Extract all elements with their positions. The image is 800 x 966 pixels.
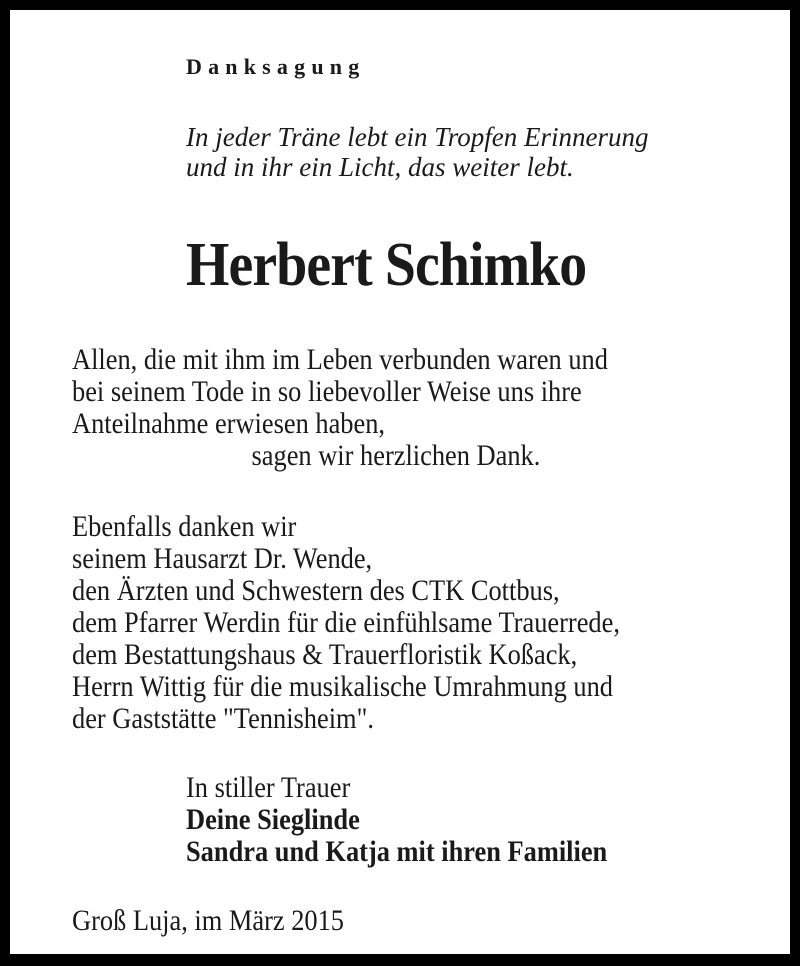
paragraph-line: dem Bestattungshaus & Trauerfloristik Koßack,	[72, 638, 578, 671]
paragraph-line: Anteilnahme erwiesen haben,	[72, 407, 386, 440]
notice-heading: Danksagung	[186, 54, 366, 79]
signature-block	[186, 772, 607, 868]
paragraph-line: bei seinem Tode in so liebevoller Weise uns ihre	[72, 375, 582, 408]
signature-intro: In stiller Trauer	[186, 771, 351, 804]
paragraph-line: den Ärzten und Schwestern des CTK Cottbus,	[72, 574, 560, 607]
motto-line: In jeder Träne lebt ein Tropfen Erinnerung	[186, 122, 649, 152]
signature-name: Sandra und Katja mit ihren Familien	[186, 835, 608, 868]
thanks-paragraph	[72, 344, 608, 472]
motto-quote	[186, 122, 648, 182]
signature-name: Deine Sieglinde	[186, 803, 360, 836]
deceased-name: Herbert Schimko	[186, 231, 587, 299]
paragraph-line: Ebenfalls danken wir	[72, 510, 297, 543]
paragraph-line: sagen wir herzlichen Dank.	[251, 439, 541, 472]
acknowledgements-paragraph	[72, 511, 620, 735]
paragraph-line: seinem Hausarzt Dr. Wende,	[72, 542, 373, 575]
paragraph-line: der Gaststätte "Tennisheim".	[72, 702, 374, 735]
motto-line: und in ihr ein Licht, das weiter lebt.	[186, 152, 574, 182]
paragraph-line: Herrn Wittig für die musikalische Umrahmung und	[72, 670, 614, 703]
paragraph-line: Allen, die mit ihm im Leben verbunden waren und	[72, 343, 608, 376]
paragraph-line: dem Pfarrer Werdin für die einfühlsame Trauerrede,	[72, 606, 620, 639]
place-date: Groß Luja, im März 2015	[72, 904, 345, 937]
